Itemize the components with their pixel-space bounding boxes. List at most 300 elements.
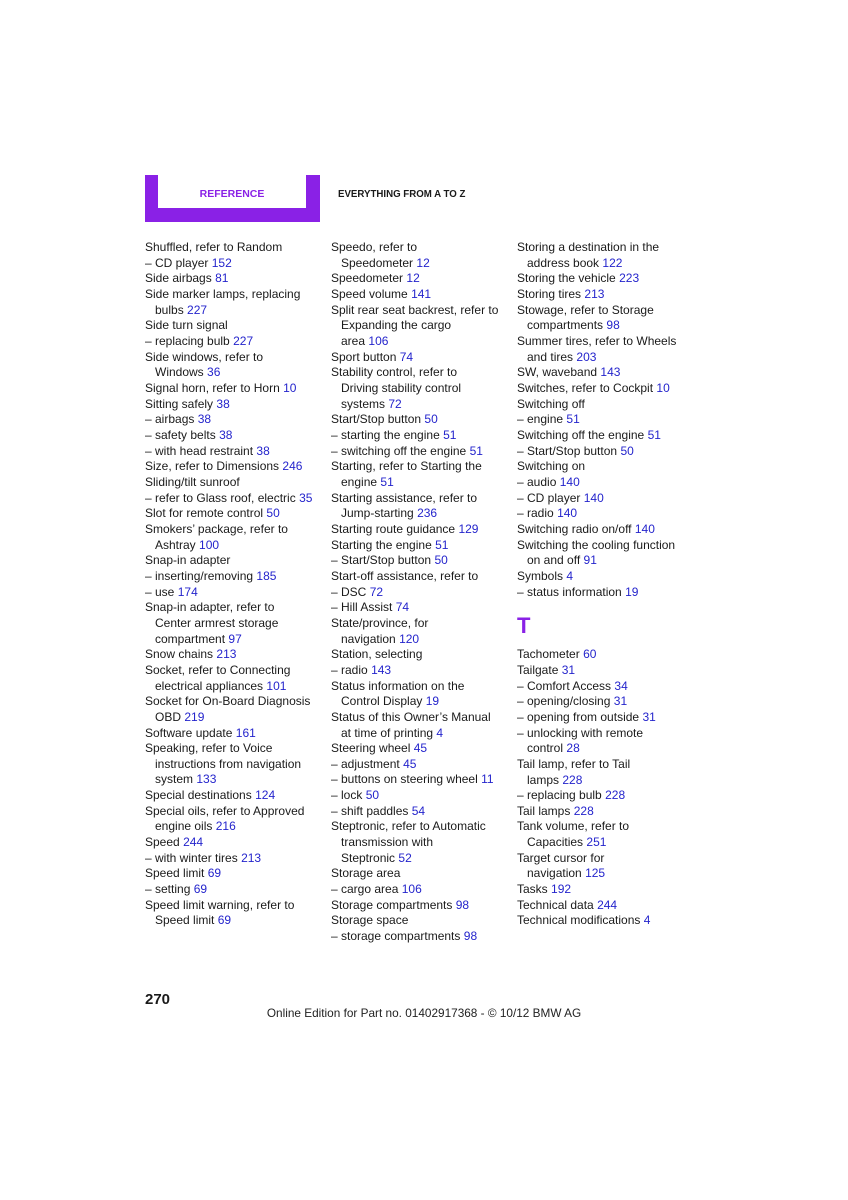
entry-text: – DSC <box>331 584 367 599</box>
entry-line <box>331 553 511 569</box>
index-entry <box>517 334 697 365</box>
index-entry <box>331 569 511 585</box>
page-link[interactable]: 69 <box>217 913 232 928</box>
entry-text: Storing a destination in the <box>517 240 660 255</box>
entry-continuation-line <box>517 553 697 569</box>
entry-text: Side windows, refer to <box>145 349 264 364</box>
entry-text: Speed limit warning, refer to <box>145 897 295 912</box>
entry-continuation-line <box>517 773 697 789</box>
entry-text: Sliding/tilt sunroof <box>145 475 240 489</box>
page-link[interactable]: 12 <box>406 271 420 286</box>
page-link[interactable]: 50 <box>434 553 448 568</box>
page-link[interactable]: 38 <box>219 428 233 443</box>
entry-text: – CD player <box>145 255 209 270</box>
entry-continuation-line <box>145 538 325 554</box>
index-entry <box>331 913 511 929</box>
entry-line <box>145 318 325 334</box>
index-entry <box>517 913 697 929</box>
index-entry <box>145 522 325 553</box>
entry-line <box>145 663 325 679</box>
entry-text: – with head restraint <box>145 443 254 458</box>
entry-line <box>331 271 511 287</box>
entry-text: Station, selecting <box>331 647 423 662</box>
entry-line <box>517 647 697 663</box>
entry-text: Driving stability control <box>341 381 462 396</box>
entry-line <box>331 350 511 366</box>
entry-line <box>145 585 325 601</box>
index-subentry <box>331 804 511 820</box>
page-link[interactable]: 143 <box>371 662 392 677</box>
entry-text: – unlocking with remote <box>517 725 644 740</box>
entry-line <box>145 475 325 491</box>
entry-text: Storing the vehicle <box>517 271 616 286</box>
entry-continuation-line <box>517 741 697 757</box>
page-link[interactable]: 50 <box>620 443 634 458</box>
entry-line <box>517 506 697 522</box>
index-subentry <box>331 757 511 773</box>
entry-text: Symbols <box>517 568 564 583</box>
entry-text: Start/Stop button <box>331 412 422 427</box>
index-entry <box>145 898 325 929</box>
entry-line <box>517 679 697 695</box>
section-title: EVERYTHING FROM A TO Z <box>338 189 466 200</box>
index-subentry <box>145 882 325 898</box>
page-link[interactable]: 122 <box>602 255 623 270</box>
entry-text: navigation <box>527 866 582 881</box>
entry-text: Starting, refer to Starting the <box>331 459 482 474</box>
index-entry <box>331 898 511 914</box>
page-link[interactable]: 31 <box>613 694 628 709</box>
entry-text: – replacing bulb <box>517 788 602 803</box>
page-link[interactable]: 12 <box>416 255 430 270</box>
entry-text: Shuffled, refer to Random <box>145 240 283 255</box>
page-link[interactable]: 38 <box>216 396 230 411</box>
entry-text: engine <box>341 475 378 489</box>
entry-continuation-line <box>331 632 511 648</box>
index-subentry <box>145 334 325 350</box>
page-link[interactable]: 50 <box>365 788 380 803</box>
entry-continuation-line <box>517 256 697 272</box>
entry-text: Storage area <box>331 866 401 881</box>
page-link[interactable]: 152 <box>211 255 232 270</box>
entry-text: Special destinations <box>145 788 252 803</box>
index-entry <box>145 694 325 725</box>
index-entry <box>517 303 697 334</box>
entry-line <box>517 819 697 835</box>
page-link[interactable]: 161 <box>235 725 256 740</box>
page-link[interactable]: 11 <box>481 772 494 787</box>
entry-text: bulbs <box>155 302 184 317</box>
entry-line <box>331 913 511 929</box>
page-link[interactable]: 101 <box>266 678 287 693</box>
entry-text: Technical modifications <box>517 913 641 928</box>
entry-text: – engine <box>517 412 564 427</box>
index-entry <box>145 506 325 522</box>
entry-text: Control Display <box>341 694 423 709</box>
entry-text: Snap-in adapter, refer to <box>145 600 275 615</box>
page-link[interactable]: 213 <box>241 850 262 865</box>
entry-text: Tank volume, refer to <box>517 819 630 834</box>
entry-text: Target cursor for <box>517 850 605 865</box>
entry-line <box>331 710 511 726</box>
entry-text: electrical appliances <box>155 678 264 693</box>
entry-line <box>331 772 511 788</box>
page-link[interactable]: 143 <box>600 365 621 380</box>
index-column-3 <box>517 240 697 929</box>
entry-text: Switches, refer to Cockpit <box>517 381 654 396</box>
entry-text: – CD player <box>517 490 581 505</box>
index-entry <box>517 569 697 585</box>
index-subentry <box>517 726 697 757</box>
index-column-1 <box>145 240 325 929</box>
page-link[interactable]: 106 <box>368 334 389 349</box>
index-entry <box>331 522 511 538</box>
page-link[interactable]: 50 <box>424 412 438 427</box>
page-link[interactable]: 228 <box>562 772 583 787</box>
page-link[interactable]: 72 <box>388 396 402 411</box>
page-link[interactable]: 185 <box>256 568 277 583</box>
entry-line <box>331 882 511 898</box>
entry-continuation-line <box>145 819 325 835</box>
page-link[interactable]: 45 <box>403 756 417 771</box>
index-entry <box>145 726 325 742</box>
entry-line <box>517 287 697 303</box>
entry-line <box>517 271 697 287</box>
entry-text: Switching off <box>517 396 585 411</box>
entry-line <box>145 647 325 663</box>
page-link[interactable]: 125 <box>585 866 606 881</box>
page-number: 270 <box>145 991 171 1008</box>
entry-text: – audio <box>517 475 557 489</box>
entry-text: – radio <box>331 662 368 677</box>
page-link[interactable]: 97 <box>228 631 242 646</box>
entry-line <box>517 491 697 507</box>
index-subentry <box>145 569 325 585</box>
entry-line <box>145 569 325 585</box>
page-link[interactable]: 203 <box>576 349 597 364</box>
page-link[interactable]: 251 <box>586 835 607 850</box>
entry-line <box>331 757 511 773</box>
index-subentry <box>517 506 697 522</box>
page-link[interactable]: 133 <box>196 772 217 787</box>
page-link[interactable]: 174 <box>177 584 198 599</box>
entry-text: Start-off assistance, refer to <box>331 568 479 583</box>
entry-text: Tail lamps <box>517 803 571 818</box>
entry-line <box>145 882 325 898</box>
page-link[interactable]: 91 <box>583 553 597 568</box>
entry-text: – Comfort Access <box>517 678 612 693</box>
entry-text: navigation <box>341 631 396 646</box>
entry-text: compartment <box>155 631 226 646</box>
entry-text: Speed volume <box>331 287 408 302</box>
entry-text: Jump-starting <box>341 506 414 521</box>
entry-continuation-line <box>331 726 511 742</box>
page-link[interactable]: 140 <box>557 506 578 521</box>
index-subentry <box>145 428 325 444</box>
index-entry <box>145 647 325 663</box>
page-link[interactable]: 10 <box>656 381 670 396</box>
entry-continuation-line <box>331 851 511 867</box>
entry-continuation-line <box>331 694 511 710</box>
page-link[interactable]: 38 <box>256 443 270 458</box>
entry-line <box>517 569 697 585</box>
page-link[interactable]: 120 <box>399 631 420 646</box>
page-link[interactable]: 4 <box>643 913 651 928</box>
page-link[interactable]: 98 <box>455 897 470 912</box>
page-link[interactable]: 51 <box>647 428 661 443</box>
page-link[interactable]: 72 <box>369 584 384 599</box>
page-link[interactable]: 227 <box>187 302 208 317</box>
page-link[interactable]: 223 <box>619 271 640 286</box>
entry-line <box>331 600 511 616</box>
page-link[interactable]: 51 <box>380 475 394 489</box>
index-subentry <box>331 428 511 444</box>
page-link[interactable]: 4 <box>436 725 444 740</box>
entry-line <box>517 882 697 898</box>
index-subentry <box>145 412 325 428</box>
page-link[interactable]: 10 <box>283 381 297 396</box>
page-link[interactable]: 213 <box>584 287 605 302</box>
entry-line <box>145 334 325 350</box>
entry-text: Special oils, refer to Approved <box>145 803 305 818</box>
entry-text: – opening from outside <box>517 709 640 724</box>
entry-text: Switching on <box>517 459 586 474</box>
index-subentry <box>331 444 511 460</box>
index-entry <box>517 381 697 397</box>
entry-line <box>331 788 511 804</box>
entry-continuation-line <box>331 397 511 413</box>
entry-text: Status information on the <box>331 678 465 693</box>
entry-line <box>331 522 511 538</box>
entry-text: Switching the cooling function <box>517 537 676 552</box>
page-link[interactable]: 228 <box>605 788 626 803</box>
entry-text: Starting route guidance <box>331 521 456 536</box>
entry-continuation-line <box>145 710 325 726</box>
page-link[interactable]: 140 <box>559 475 580 489</box>
entry-text: area <box>341 334 366 349</box>
page-link[interactable]: 19 <box>425 694 440 709</box>
entry-text: Storing tires <box>517 287 582 302</box>
index-entry <box>517 522 697 538</box>
index-entry <box>145 475 325 491</box>
entry-text: system <box>155 772 194 787</box>
entry-line <box>145 350 325 366</box>
page-link[interactable]: 74 <box>399 349 414 364</box>
entry-text: – Hill Assist <box>331 600 393 615</box>
entry-line <box>145 287 325 303</box>
page-link[interactable]: 69 <box>207 866 222 881</box>
entry-text: – replacing bulb <box>145 334 230 349</box>
page-link[interactable]: 38 <box>197 412 212 427</box>
page-link[interactable]: 60 <box>583 647 597 662</box>
entry-text: at time of printing <box>341 725 434 740</box>
index-entry <box>517 428 697 444</box>
index-subentry <box>145 491 325 507</box>
page-link[interactable]: 74 <box>395 600 410 615</box>
index-entry <box>331 350 511 366</box>
page-link[interactable]: 244 <box>183 835 204 850</box>
entry-text: Tail lamp, refer to Tail <box>517 756 631 771</box>
page-link[interactable]: 35 <box>299 490 313 505</box>
page-link[interactable]: 98 <box>606 318 620 333</box>
index-entry <box>331 287 511 303</box>
index-column-2 <box>331 240 511 945</box>
page-link[interactable]: 246 <box>282 459 303 474</box>
entry-text: Smokers’ package, refer to <box>145 521 288 536</box>
index-entry <box>145 804 325 835</box>
entry-line <box>331 866 511 882</box>
page-link[interactable]: 51 <box>435 537 449 552</box>
entry-text: – shift paddles <box>331 803 409 818</box>
section-tab-label: REFERENCE <box>199 188 265 200</box>
page-link[interactable]: 36 <box>207 365 221 380</box>
entry-text: Center armrest storage <box>155 615 279 630</box>
entry-text: – refer to Glass roof, electric <box>145 490 296 505</box>
entry-line <box>331 569 511 585</box>
page-link[interactable]: 51 <box>469 443 483 458</box>
entry-line <box>517 788 697 804</box>
page-link[interactable]: 51 <box>566 412 580 427</box>
index-entry <box>145 553 325 569</box>
page-link[interactable]: 98 <box>463 929 478 944</box>
entry-text: – buttons on steering wheel <box>331 772 478 787</box>
entry-continuation-line <box>145 365 325 381</box>
index-entry <box>331 365 511 412</box>
page-link[interactable]: 34 <box>614 678 628 693</box>
entry-line <box>145 866 325 882</box>
entry-continuation-line <box>145 679 325 695</box>
entry-line <box>145 491 325 507</box>
entry-line <box>517 851 697 867</box>
index-entry <box>145 835 325 851</box>
entry-continuation-line <box>517 350 697 366</box>
page-link[interactable]: 219 <box>184 709 205 724</box>
entry-text: Socket, refer to Connecting <box>145 662 291 677</box>
entry-continuation-line <box>145 913 325 929</box>
entry-line <box>145 428 325 444</box>
page-link[interactable]: 192 <box>551 882 572 897</box>
page-link[interactable]: 244 <box>597 897 618 912</box>
page-link[interactable]: 45 <box>413 741 428 756</box>
page-link[interactable]: 236 <box>417 506 438 521</box>
entry-line <box>517 397 697 413</box>
entry-text: Size, refer to Dimensions <box>145 459 280 474</box>
entry-line <box>145 835 325 851</box>
page-link[interactable]: 50 <box>266 506 280 521</box>
entry-text: engine oils <box>155 819 213 834</box>
page-link[interactable]: 54 <box>411 803 426 818</box>
entry-text: Speedo, refer to <box>331 240 418 255</box>
entry-line <box>145 726 325 742</box>
page-link[interactable]: 141 <box>411 287 432 302</box>
entry-line <box>331 428 511 444</box>
index-entry <box>331 459 511 490</box>
index-subentry <box>145 585 325 601</box>
entry-line <box>331 679 511 695</box>
entry-text: Tachometer <box>517 647 580 662</box>
entry-line <box>517 522 697 538</box>
entry-text: Steptronic, refer to Automatic <box>331 819 486 834</box>
entry-text: on and off <box>527 553 581 568</box>
page-link[interactable]: 140 <box>583 490 604 505</box>
entry-text: – cargo area <box>331 882 399 897</box>
entry-line <box>517 459 697 475</box>
entry-line <box>517 726 697 742</box>
page-link[interactable]: 216 <box>215 819 236 834</box>
index-entry <box>517 647 697 663</box>
index-entry <box>331 491 511 522</box>
entry-line <box>517 365 697 381</box>
entry-line <box>331 412 511 428</box>
entry-text: Summer tires, refer to Wheels <box>517 334 677 349</box>
index-entry <box>145 381 325 397</box>
entry-text: Speaking, refer to Voice <box>145 741 273 756</box>
page-link[interactable]: 106 <box>401 882 422 897</box>
page-link[interactable]: 19 <box>625 584 639 599</box>
entry-line <box>331 647 511 663</box>
entry-line <box>145 444 325 460</box>
entry-text: – starting the engine <box>331 428 440 443</box>
index-entry <box>331 240 511 271</box>
entry-line <box>331 929 511 945</box>
index-entry <box>517 240 697 271</box>
index-entry <box>331 710 511 741</box>
entry-line <box>331 444 511 460</box>
entry-line <box>517 585 697 601</box>
page-link[interactable]: 28 <box>566 741 580 756</box>
page-link[interactable]: 213 <box>216 647 237 662</box>
entry-text: Ashtray <box>155 537 196 552</box>
page-link[interactable]: 52 <box>398 850 412 865</box>
index-entry <box>517 851 697 882</box>
entry-line <box>145 506 325 522</box>
page-link[interactable]: 100 <box>199 537 220 552</box>
entry-text: Slot for remote control <box>145 506 264 521</box>
index-entry <box>145 741 325 788</box>
entry-line <box>517 303 697 319</box>
page-link[interactable]: 227 <box>233 334 254 349</box>
page-link[interactable]: 4 <box>566 568 574 583</box>
entry-text: Software update <box>145 725 233 740</box>
entry-line <box>517 898 697 914</box>
index-entry <box>517 459 697 475</box>
index-entry <box>517 538 697 569</box>
page-link[interactable]: 124 <box>255 788 276 803</box>
entry-text: – opening/closing <box>517 694 611 709</box>
entry-text: SW, waveband <box>517 365 598 380</box>
page-link[interactable]: 228 <box>573 803 594 818</box>
entry-continuation-line <box>331 381 511 397</box>
entry-text: – switching off the engine <box>331 443 467 458</box>
entry-text: compartments <box>527 318 604 333</box>
index-subentry <box>331 929 511 945</box>
page-link[interactable]: 31 <box>561 662 576 677</box>
entry-text: State/province, for <box>331 615 429 630</box>
index-entry <box>331 303 511 350</box>
entry-text: Snow chains <box>145 647 214 662</box>
page-link[interactable]: 81 <box>215 271 229 286</box>
entry-continuation-line <box>331 318 511 334</box>
page-link[interactable]: 129 <box>458 521 479 536</box>
page-link[interactable]: 51 <box>443 428 457 443</box>
index-entry <box>517 898 697 914</box>
index-entry <box>517 397 697 413</box>
page-link[interactable]: 69 <box>193 882 208 897</box>
page-link[interactable]: 31 <box>642 709 656 724</box>
page-link[interactable]: 140 <box>634 521 655 536</box>
entry-line <box>145 459 325 475</box>
entry-text: Side marker lamps, replacing <box>145 287 301 302</box>
